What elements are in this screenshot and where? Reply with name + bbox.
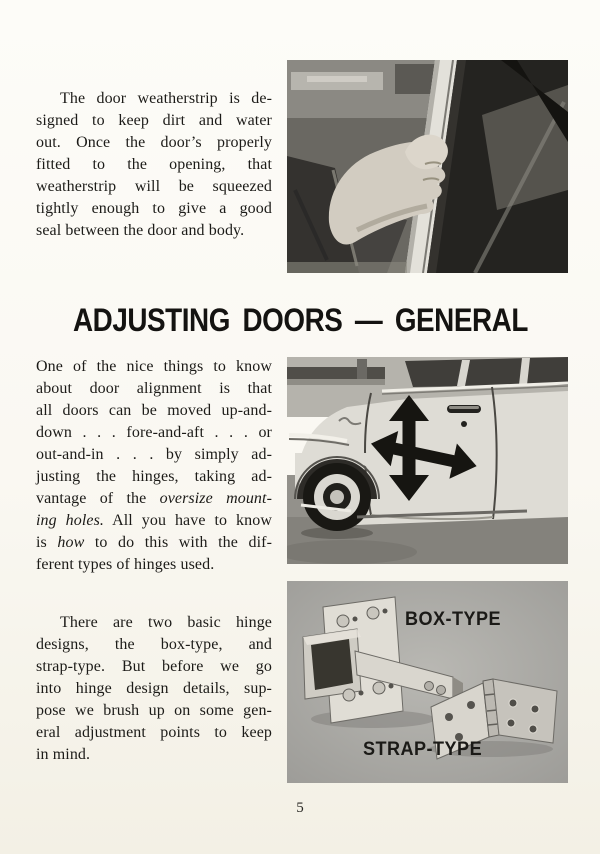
text-line: justing the hinges, taking ad- bbox=[36, 468, 272, 485]
text-line: weatherstrip will be squeezed bbox=[36, 178, 272, 195]
text-line: The door weatherstrip is de- bbox=[60, 90, 272, 107]
strap-type-label: STRAP-TYPE bbox=[363, 739, 483, 760]
hinge-designs-paragraph bbox=[36, 612, 272, 766]
text-line: pose we brush up on some gen- bbox=[36, 702, 272, 719]
door-sill bbox=[287, 262, 407, 273]
door-alignment-paragraph bbox=[36, 356, 272, 576]
text-line: is how to do this with the dif- bbox=[36, 534, 272, 551]
hand-on-door-photo-graphic bbox=[287, 60, 568, 273]
text-line: fitted to the opening, that bbox=[36, 156, 272, 173]
text-line: designs, the box-type, and bbox=[36, 636, 272, 653]
text-line: eral adjustment points to keep bbox=[36, 724, 272, 741]
text-line: down . . . fore-and-aft . . . or bbox=[36, 424, 272, 441]
text-line: about door alignment is that bbox=[36, 380, 272, 397]
box-type-label: BOX-TYPE bbox=[405, 609, 502, 630]
text-line: ferent types of hinges used. bbox=[36, 556, 215, 573]
text-line: signed to keep dirt and water bbox=[36, 112, 272, 129]
text-line: into hinge design details, sup- bbox=[36, 680, 272, 697]
text-line: tightly enough to give a good bbox=[36, 200, 272, 217]
text-line: strap-type. But before we go bbox=[36, 658, 272, 675]
weatherstrip-photo bbox=[287, 60, 568, 273]
text-line: seal between the door and body. bbox=[36, 222, 245, 239]
text-line: all doors can be moved up-and- bbox=[36, 402, 272, 419]
text-line: ing holes. All you have to know bbox=[36, 512, 273, 529]
text-line: There are two basic hinge bbox=[60, 614, 272, 631]
section-heading bbox=[0, 300, 600, 340]
text-line: in mind. bbox=[36, 746, 91, 763]
car-door-arrows-graphic bbox=[287, 357, 568, 564]
page-number: 5 bbox=[296, 800, 304, 816]
text-line: One of the nice things to know bbox=[36, 358, 272, 375]
text-line: out. Once the door’s properly bbox=[36, 134, 272, 151]
text-line: out-and-in . . . by simply ad- bbox=[36, 446, 272, 463]
text-line: vantage of the oversize mount- bbox=[36, 490, 273, 507]
door-arrows-photo bbox=[287, 357, 568, 564]
hinge-types-figure bbox=[287, 581, 568, 783]
weatherstrip-paragraph bbox=[36, 88, 272, 242]
section-heading-text: ADJUSTING DOORS — GENERAL bbox=[72, 302, 528, 338]
